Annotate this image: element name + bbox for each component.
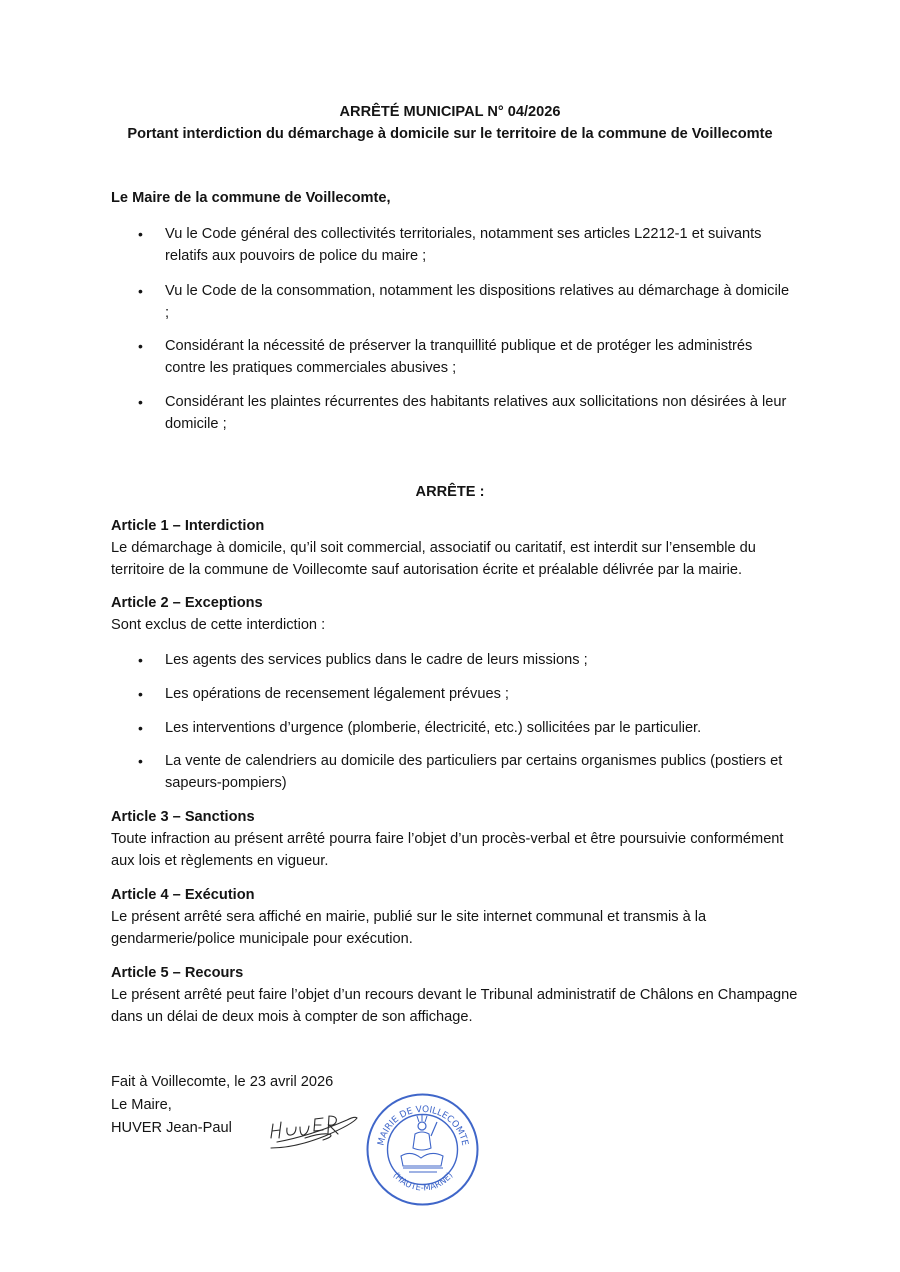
article-text: Le démarchage à domicile, qu’il soit commercial, associatif ou caritatif, est interdit sur l’ensemble du territoire de la commune de Voillecomte sauf autorisation écrite et préalable délivrée par la mairie.: [111, 540, 756, 578]
article-title: Article 4 – Exécution: [111, 887, 255, 903]
mairie-stamp: [365, 1092, 480, 1207]
considerant-item: • Vu le Code général des collectivités territoriales, notamment ses articles L2212-1 et suivants relatifs aux pouvoirs de police du maire ;: [165, 223, 795, 267]
considerant-item: • Considérant les plaintes récurrentes des habitants relatives aux sollicitations non désirées à leur domicile ;: [165, 391, 795, 435]
article-2: [111, 592, 801, 636]
mayor-intro: Le Maire de la commune de Voillecomte,: [111, 190, 391, 206]
article-3: [111, 806, 801, 872]
article-text: Le présent arrêté peut faire l’objet d’un recours devant le Tribunal administratif de Châlons en Champagne dans un délai de deux mois à compter de son affichage.: [111, 987, 798, 1025]
article-text: Toute infraction au présent arrêté pourra faire l’objet d’un procès-verbal et être poursuivie conformément aux lois et règlements en vigueur.: [111, 831, 784, 869]
document-title: [0, 101, 900, 145]
article-1: [111, 515, 801, 581]
article-title: Article 5 – Recours: [111, 965, 244, 981]
signer-role: Le Maire,: [111, 1097, 172, 1113]
stamp-bottom-text: (HAUTE-MARNE): [390, 1170, 456, 1194]
considerant-item: • Considérant la nécessité de préserver la tranquillité publique et de protéger les administrés contre les pratiques commerciales abusives ;: [165, 335, 795, 379]
decree-subject: Portant interdiction du démarchage à domicile sur le territoire de la commune de Voillecomte: [127, 126, 773, 142]
article-5: [111, 962, 801, 1028]
place-date: Fait à Voillecomte, le 23 avril 2026: [111, 1074, 334, 1090]
article-title: Article 1 – Interdiction: [111, 518, 265, 534]
article-text: Le présent arrêté sera affiché en mairie, publié sur le site internet communal et transmis à la gendarmerie/police municipale pour exécution.: [111, 909, 707, 947]
signer-name: HUVER Jean-Paul: [111, 1120, 232, 1136]
exception-item: • Les opérations de recensement légalement prévues ;: [165, 683, 795, 705]
considerant-item: • Vu le Code de la consommation, notamment les dispositions relatives au démarchage à domicile ;: [165, 280, 795, 324]
exception-item: • Les interventions d’urgence (plomberie, électricité, etc.) sollicitées par le particulier.: [165, 717, 795, 739]
article-text: Sont exclus de cette interdiction :: [111, 617, 326, 633]
exception-item: • Les agents des services publics dans le cadre de leurs missions ;: [165, 649, 795, 671]
article-title: Article 3 – Sanctions: [111, 809, 255, 825]
article-4: [111, 884, 801, 950]
stamp-top-text: MAIRIE DE VOILLECOMTE: [376, 1104, 470, 1147]
exception-item: • La vente de calendriers au domicile des particuliers par certains organismes publics (postiers et sapeurs-pompiers): [165, 750, 795, 794]
handwritten-signature: [265, 1098, 375, 1158]
article-title: Article 2 – Exceptions: [111, 595, 263, 611]
decree-number: ARRÊTÉ MUNICIPAL N° 04/2026: [339, 104, 561, 120]
arrete-heading: ARRÊTE :: [415, 484, 485, 500]
